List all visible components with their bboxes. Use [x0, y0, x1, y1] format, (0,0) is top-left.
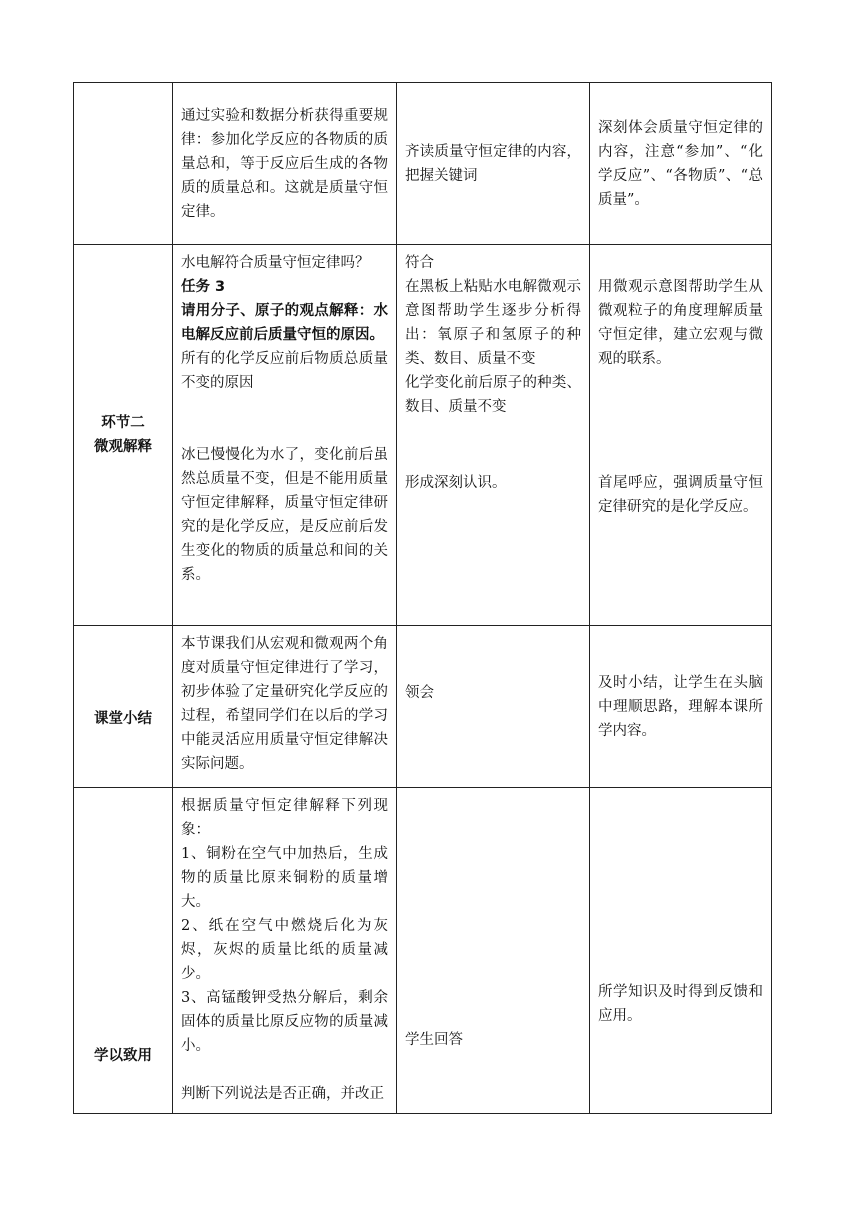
- design-intent-cell: [590, 788, 772, 1114]
- table-row: [74, 788, 772, 1114]
- teacher-item: 2、纸在空气中燃烧后化为灰烬，灰烬的质量比纸的质量减少。: [181, 918, 388, 982]
- student-conclusion: 化学变化前后原子的种类、数目、质量不变: [405, 375, 581, 415]
- student-text: 齐读质量守恒定律的内容，把握关键词: [405, 143, 581, 184]
- task-title: 任务 3: [181, 279, 226, 295]
- stage-label: 微观解释: [94, 439, 152, 455]
- stage-label: 学以致用: [94, 1047, 152, 1064]
- intent-text: 深刻体会质量守恒定律的内容，注意“参加”、“化学反应”、“各物质”、“总质量”。: [598, 119, 763, 208]
- teacher-intro: 根据质量守恒定律解释下列现象：: [181, 798, 388, 838]
- stage-label: 环节二: [101, 415, 145, 431]
- stage-cell: [74, 245, 173, 626]
- intent-text: 所学知识及时得到反馈和应用。: [598, 984, 763, 1024]
- teacher-judge: 判断下列说法是否正确，并改正: [181, 1086, 384, 1102]
- design-intent-cell: [590, 245, 772, 626]
- student-text: 学生回答: [405, 1032, 463, 1048]
- teacher-text: 通过实验和数据分析获得重要规律：参加化学反应的各物质的质量总和，等于反应后生成的各物质的质量总和。这就是质量守恒定律。: [181, 107, 388, 220]
- stage-cell: [74, 626, 173, 788]
- student-understanding: 形成深刻认识。: [405, 475, 507, 491]
- teacher-activity-cell: [173, 83, 397, 245]
- table-row: [74, 626, 772, 788]
- student-activity-cell: [397, 626, 590, 788]
- design-intent-cell: [590, 83, 772, 245]
- teacher-activity-cell: [173, 626, 397, 788]
- table-row: [74, 245, 772, 626]
- intent-text: 及时小结，让学生在头脑中理顺思路，理解本课所学内容。: [598, 674, 763, 739]
- table-row: [74, 83, 772, 245]
- stage-label: 课堂小结: [94, 710, 152, 727]
- teacher-activity-cell: [173, 245, 397, 626]
- student-activity-cell: [397, 245, 590, 626]
- teacher-question: 水电解符合质量守恒定律吗？: [181, 255, 370, 271]
- teacher-activity-cell: [173, 788, 397, 1114]
- teacher-item: 3、高锰酸钾受热分解后，剩余固体的质量比原反应物的质量减小。: [181, 990, 388, 1054]
- student-text: 领会: [405, 684, 434, 701]
- teacher-item: 1、铜粉在空气中加热后，生成物的质量比原来铜粉的质量增大。: [181, 846, 388, 910]
- student-activity-cell: [397, 788, 590, 1114]
- stage-cell: [74, 788, 173, 1114]
- teacher-ice-text: 冰已慢慢化为水了，变化前后虽然总质量不变，但是不能用质量守恒定律解释，质量守恒定律研究的是化学反应，是反应前后发生变化的物质的质量总和间的关系。: [181, 447, 388, 583]
- intent-text: 首尾呼应，强调质量守恒定律研究的是化学反应。: [598, 475, 763, 515]
- stage-cell: [74, 83, 173, 245]
- design-intent-cell: [590, 626, 772, 788]
- student-answer: 符合: [405, 255, 434, 271]
- student-analysis: 在黑板上粘贴水电解微观示意图帮助学生逐步分析得出：氧原子和氢原子的种类、数目、质量不变: [405, 279, 581, 367]
- task-text: 请用分子、原子的观点解释：水电解反应前后质量守恒的原因。: [181, 303, 388, 343]
- student-activity-cell: [397, 83, 590, 245]
- lesson-plan-table: [73, 82, 772, 1114]
- intent-text: 用微观示意图帮助学生从微观粒子的角度理解质量守恒定律，建立宏观与微观的联系。: [598, 279, 763, 367]
- teacher-reason: 所有的化学反应前后物质总质量不变的原因: [181, 351, 388, 391]
- teacher-text: 本节课我们从宏观和微观两个角度对质量守恒定律进行了学习，初步体验了定量研究化学反应的过程，希望同学们在以后的学习中能灵活应用质量守恒定律解决实际问题。: [181, 636, 388, 772]
